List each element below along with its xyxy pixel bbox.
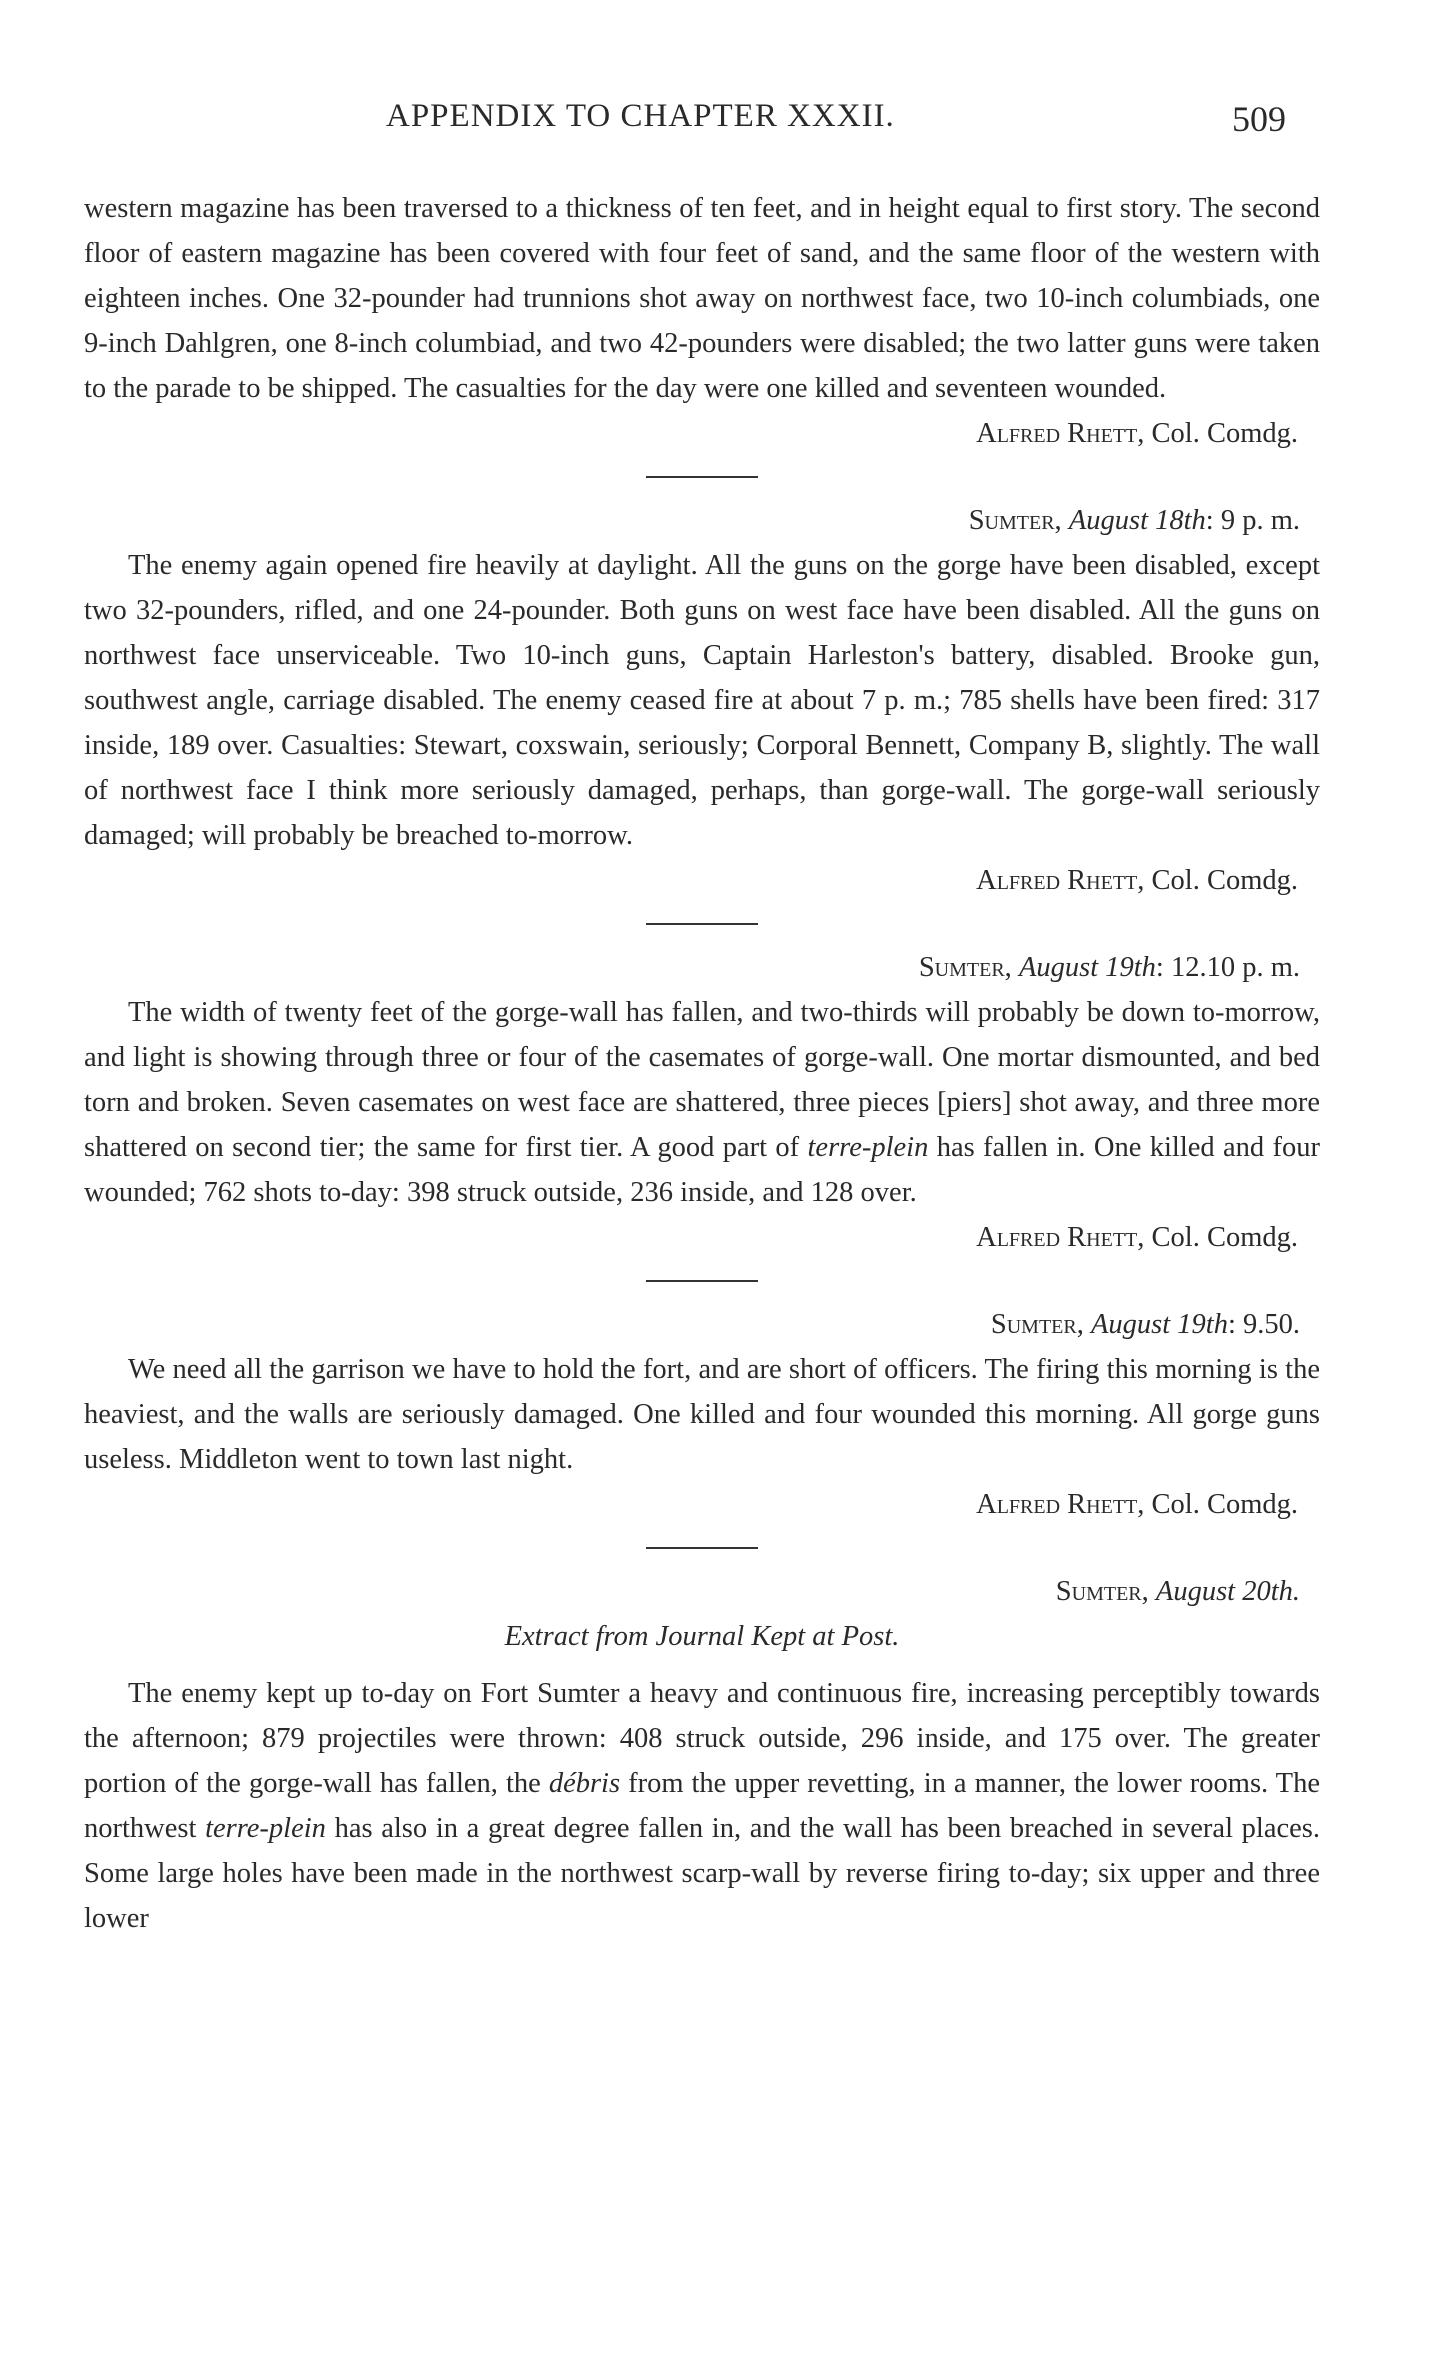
page-number: 509 — [1232, 99, 1286, 139]
italic-term: débris — [548, 1768, 621, 1799]
dateline-time: : 12.10 p. m. — [1155, 952, 1300, 983]
journal-subtitle-text: Extract from Journal Kept at Post. — [504, 1621, 900, 1652]
signature-name: Alfred Rhett — [976, 1489, 1138, 1520]
dateline — [84, 498, 1320, 543]
dateline-time: : 9.50. — [1227, 1309, 1300, 1340]
dateline-date: August 19th — [1018, 952, 1156, 983]
signature-title: , Col. Comdg. — [1137, 1489, 1298, 1520]
italic-term: terre-plein — [205, 1813, 326, 1844]
signature-name: Alfred Rhett — [976, 865, 1138, 896]
signature — [84, 1215, 1320, 1260]
signature-title: , Col. Comdg. — [1137, 418, 1298, 449]
paragraph-text: from the upper revetting, in a manner, the lower rooms. The northwest — [84, 1768, 1320, 1844]
paragraph-text: has fallen in. One killed and four wounded; 762 shots to-day: 398 struck outside, 236 inside, and 128 over. — [84, 1132, 1320, 1208]
signature-title: , Col. Comdg. — [1137, 1222, 1298, 1253]
running-header — [0, 98, 1453, 154]
paragraph-text: The width of twenty feet of the gorge-wall has fallen, and two-thirds will probably be down to-morrow, and light is showing through three or four of the casemates of gorge-wall. One mortar dismounted, and bed torn and broken. Seven casemates on west face are shattered, three pieces [piers] shot away, and three more shattered on second tier; the same for first tier. A good part of — [84, 997, 1320, 1163]
signature-name: Alfred Rhett — [976, 418, 1138, 449]
dateline-time: : 9 p. m. — [1205, 505, 1300, 536]
signature — [84, 858, 1320, 903]
signature — [84, 1482, 1320, 1527]
journal-subtitle — [84, 1614, 1320, 1659]
dispatch-paragraph: The enemy again opened fire heavily at daylight. All the guns on the gorge have been disabled, except two 32-pounders, rifled, and one 24-pounder. Both guns on west face have been disabled. All the guns on northwest face unserviceable. Two 10-inch guns, Captain Harleston's battery, disabled. Brooke gun, southwest angle, carriage disabled. The enemy ceased fire at about 7 p. m.; 785 shells have been fired: 317 inside, 189 over. Casualties: Stewart, coxswain, seriously; Corporal Bennett, Company B, slightly. The wall of northwest face I think more seriously damaged, perhaps, than gorge-wall. The gorge-wall seriously damaged; will probably be breached to-morrow. — [84, 550, 1320, 851]
page-body — [84, 186, 1320, 1941]
dateline-place: Sumter, — [968, 505, 1062, 536]
dispatch-paragraph: We need all the garrison we have to hold the fort, and are short of officers. The firing this morning is the heaviest, and the walls are seriously damaged. One killed and four wounded this morning. All gorge guns useless. Middleton went to town last night. — [84, 1354, 1320, 1475]
signature-title: , Col. Comdg. — [1137, 865, 1298, 896]
section-divider — [646, 476, 758, 478]
dateline — [84, 1302, 1320, 1347]
dateline — [84, 1569, 1320, 1614]
section-divider — [646, 1280, 758, 1282]
running-title: APPENDIX TO CHAPTER XXXII. — [386, 98, 895, 134]
section-divider — [646, 1547, 758, 1549]
dispatch-paragraph — [84, 1671, 1320, 1941]
continuation-paragraph: western magazine has been traversed to a thickness of ten feet, and in height equal to first story. The second floor of eastern magazine has been covered with four feet of sand, and the same floor of the western with eighteen inches. One 32-pounder had trunnions shot away on northwest face, two 10-inch columbiads, one 9-inch Dahlgren, one 8-inch columbiad, and two 42-pounders were disabled; the two latter guns were taken to the parade to be shipped. The casualties for the day were one killed and seventeen wounded. — [84, 193, 1320, 404]
paragraph-text: The enemy kept up to-day on Fort Sumter a heavy and continuous fire, increasing perceptibly towards the afternoon; 879 projectiles were thrown: 408 struck outside, 296 inside, and 175 over. The greater portion of the gorge-wall has fallen, the — [84, 1678, 1320, 1799]
signature-name: Alfred Rhett — [976, 1222, 1138, 1253]
dateline-date: August 19th — [1090, 1309, 1228, 1340]
dateline-date: August 18th — [1068, 505, 1206, 536]
dateline-place: Sumter, — [1055, 1576, 1149, 1607]
dateline — [84, 945, 1320, 990]
section-divider — [646, 923, 758, 925]
signature — [84, 411, 1320, 456]
dateline-place: Sumter, — [918, 952, 1012, 983]
italic-term: terre-plein — [807, 1132, 929, 1163]
dateline-date: August 20th. — [1155, 1576, 1300, 1607]
dateline-place: Sumter, — [990, 1309, 1084, 1340]
dispatch-paragraph — [84, 990, 1320, 1215]
paragraph-text: has also in a great degree fallen in, and the wall has been breached in several places. Some large holes have been made in the northwest scarp-wall by reverse firing to-day; six upper and three lower — [84, 1813, 1320, 1934]
